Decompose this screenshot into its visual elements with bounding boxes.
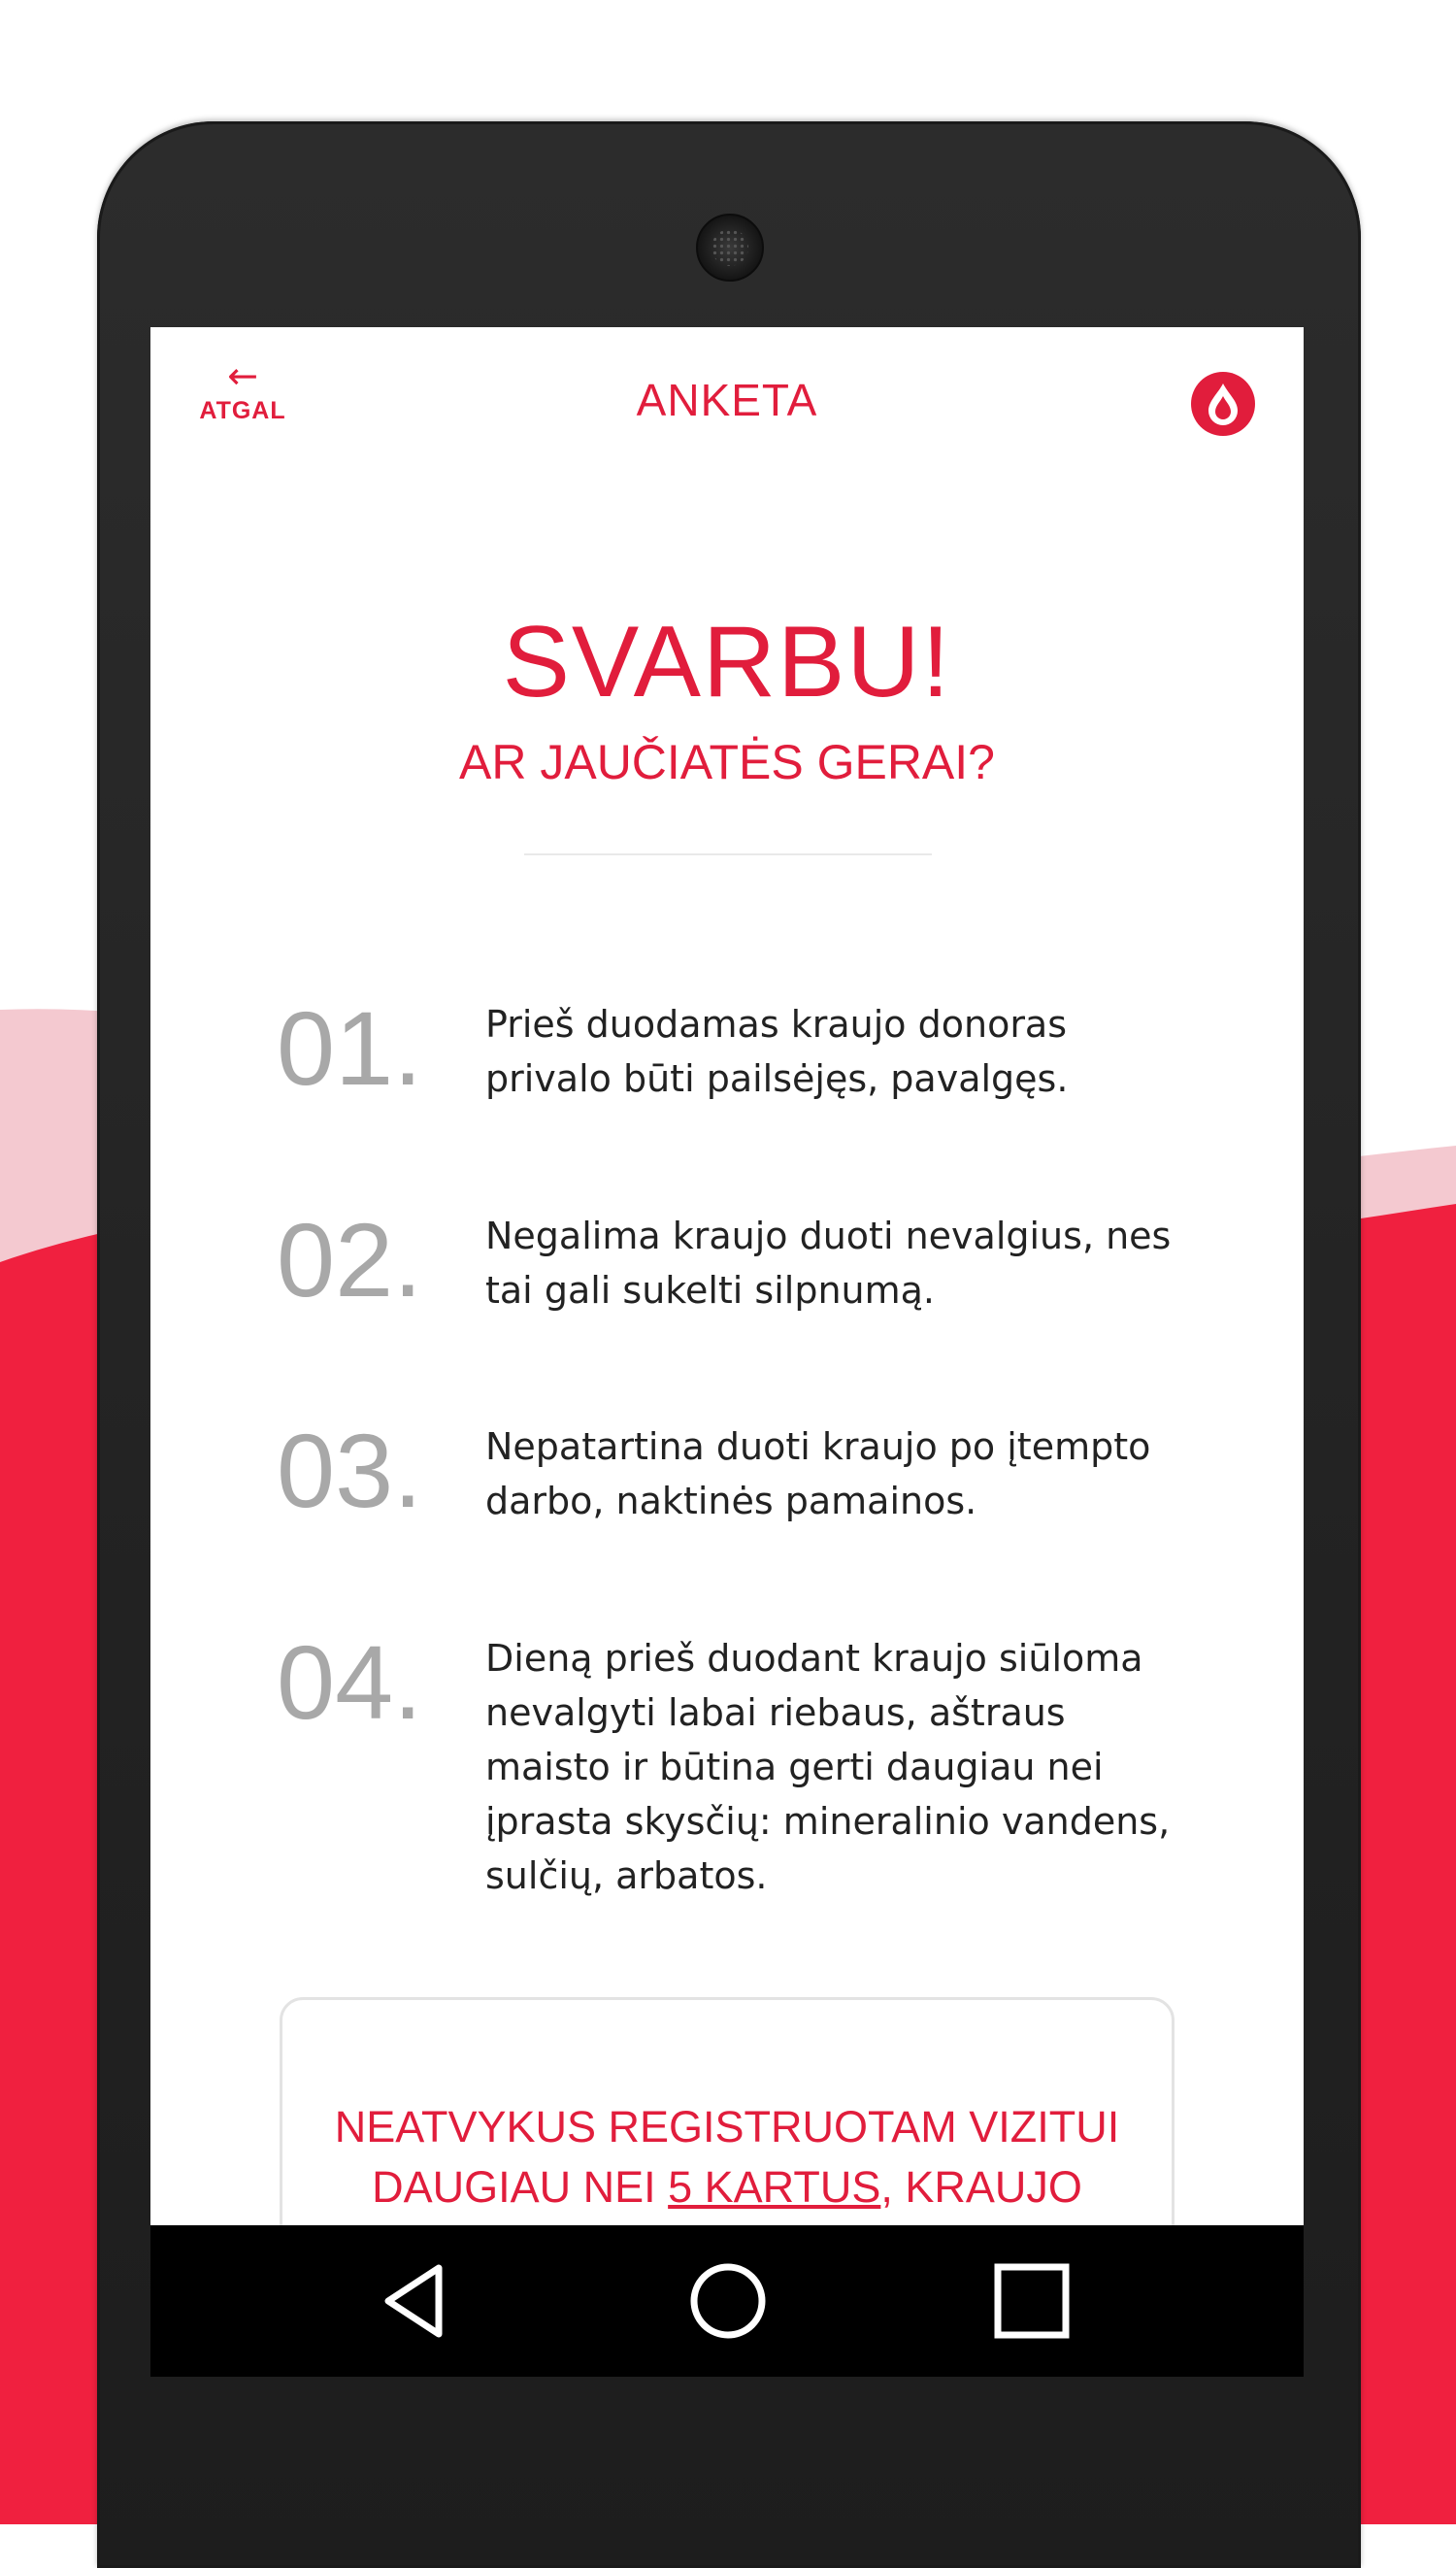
circle-home-icon-svg: [689, 2262, 767, 2340]
step-number: 01.: [277, 989, 423, 1107]
blood-drop-icon[interactable]: [1191, 372, 1255, 436]
back-label: ATGAL: [199, 397, 286, 424]
blood-drop-icon-svg: [1191, 372, 1255, 436]
speaker-grille: [696, 214, 764, 282]
step-number: 02.: [277, 1201, 423, 1318]
system-nav-bar: [150, 2225, 1304, 2377]
step-text: Nepatartina duoti kraujo po įtempto darbo, naktinės pamainos.: [485, 1425, 1151, 1522]
triangle-back-icon-svg: [379, 2262, 456, 2340]
step-text: Prieš duodamas kraujo donoras privalo būti pailsėjęs, pavalgęs.: [485, 1003, 1069, 1100]
subheading: AR JAUČIATĖS GERAI?: [459, 735, 995, 789]
circle-home-icon[interactable]: [689, 2262, 767, 2340]
back-arrow-icon: ←: [227, 354, 258, 397]
step-number: 04.: [277, 1623, 423, 1741]
step-number: 03.: [277, 1412, 423, 1529]
triangle-back-icon[interactable]: [379, 2262, 456, 2340]
notice-link[interactable]: 5 KARTUS: [668, 2162, 881, 2212]
notice-card: [280, 1997, 1175, 2225]
step-text: Dieną prieš duodant kraujo siūloma nevalgyti labai riebaus, aštraus maisto ir būtina gerti daugiau nei įprasta skysčių: mineralinio vandens, sulčių, arbatos.: [485, 1637, 1171, 1897]
top-bar: [150, 327, 1304, 473]
step-text: Negalima kraujo duoti nevalgius, nes tai gali sukelti silpnumą.: [485, 1215, 1172, 1312]
app-screen: [150, 327, 1304, 2225]
square-recents-icon-svg: [993, 2262, 1071, 2340]
notice-line-1: NEATVYKUS REGISTRUOTAM VIZITUI: [334, 2102, 1120, 2151]
notice-line-2-prefix: DAUGIAU NEI: [372, 2162, 669, 2212]
notice-text: [282, 2097, 1172, 2218]
square-recents-icon[interactable]: [993, 2262, 1071, 2340]
divider: [524, 853, 932, 855]
important-heading: SVARBU!: [502, 606, 952, 718]
page-title: ANKETA: [636, 375, 818, 425]
notice-line-2-suffix: , KRAUJO: [880, 2162, 1082, 2212]
